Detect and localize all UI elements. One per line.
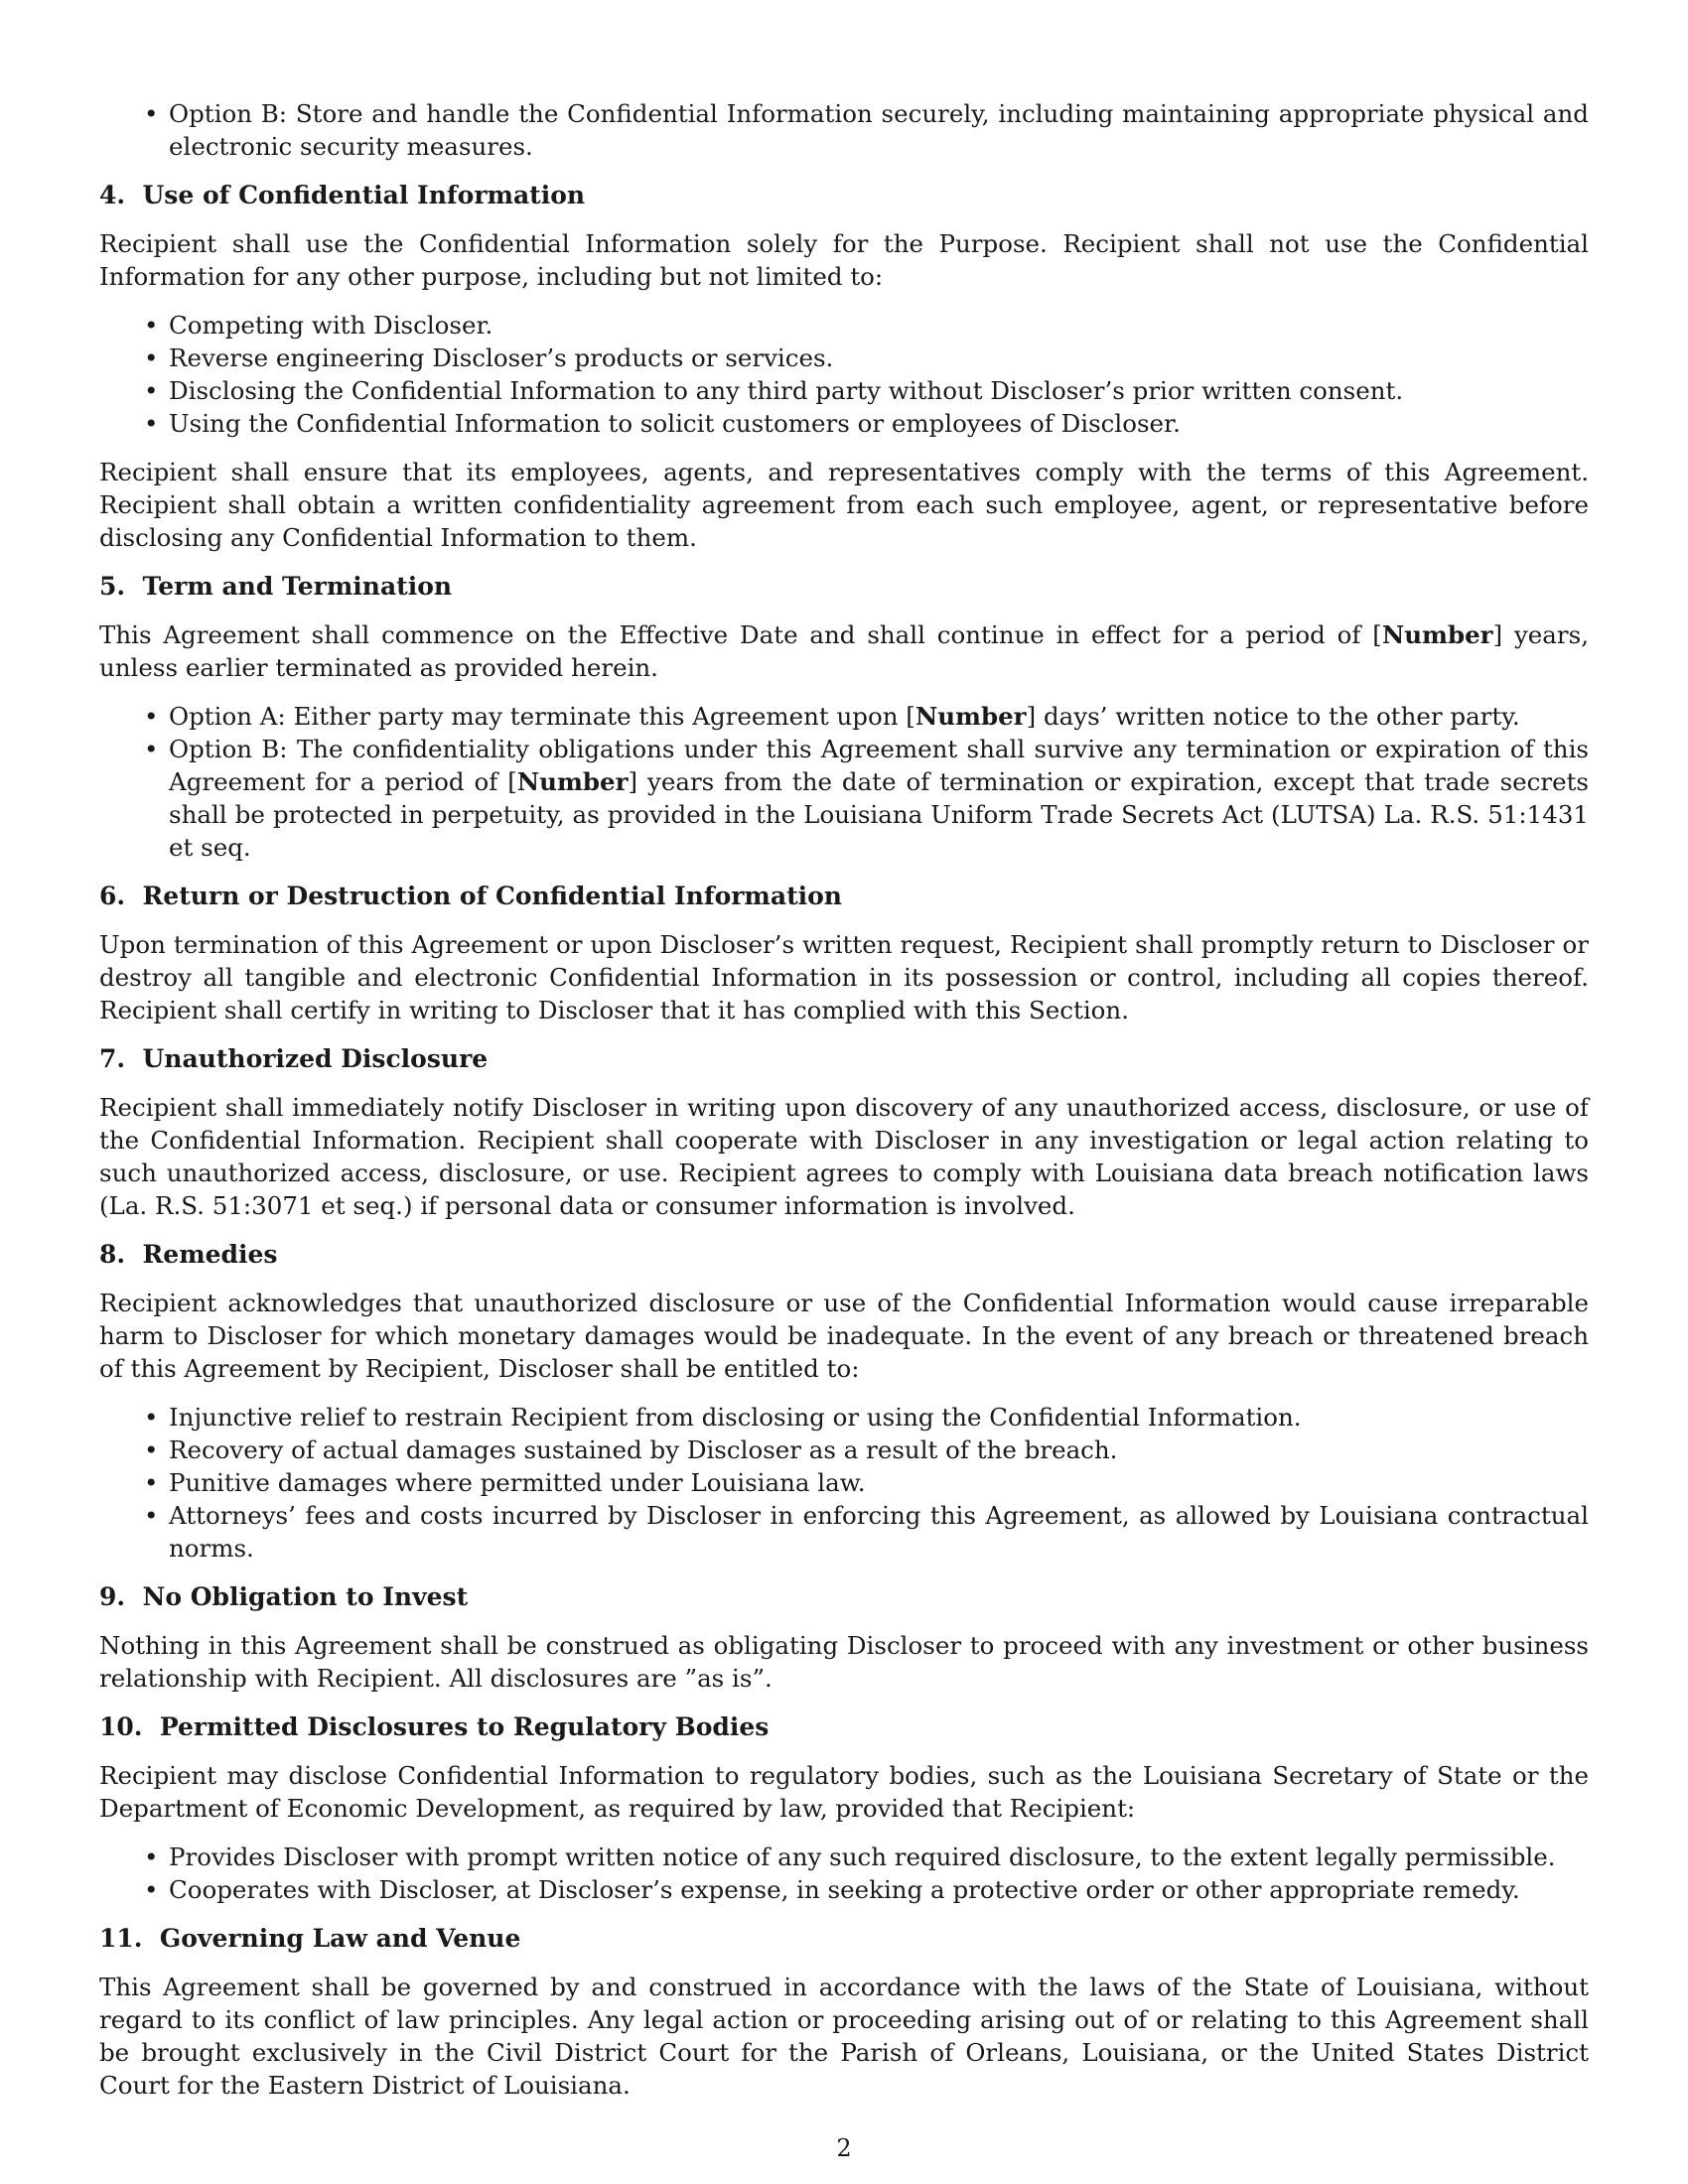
- section-4-heading: 4. Use of Confidential Information: [99, 181, 586, 209]
- section-10-heading: 10. Permitted Disclosures to Regulatory Bodies: [99, 1712, 770, 1741]
- section-5-heading: 5. Term and Termination: [99, 572, 453, 601]
- section-11-paragraph: This Agreement shall be governed by and construed in accordance with the laws of the State of Louisiana, without regard to its conflict of law principles. Any legal action or proceeding arising out of or relating to this Agreement shall be brought exclusively in the Civil District Court for the Parish of Orleans, Louisiana, or the United States District Court for the Eastern District of Louisiana.: [99, 1973, 1589, 2100]
- list-item: • Provides Discloser with prompt written notice of any such required disclosure, to the extent legally permissible.: [169, 1841, 1589, 1873]
- list-item: • Using the Confidential Information to solicit customers or employees of Discloser.: [169, 407, 1589, 440]
- section-4-paragraph: Recipient shall use the Confidential Information solely for the Purpose. Recipient shall not use the Confidential Information for any other purpose, including but not limited to:: [99, 229, 1589, 291]
- section-11-heading: 11. Governing Law and Venue: [99, 1924, 521, 1953]
- section-4-list: [99, 309, 1589, 440]
- section-7-heading: 7. Unauthorized Disclosure: [99, 1044, 489, 1073]
- document-page: [99, 97, 1589, 2117]
- list-item: • Disclosing the Confidential Information to any third party without Discloser’s prior written consent.: [169, 374, 1589, 407]
- section-6-paragraph: Upon termination of this Agreement or upon Discloser’s written request, Recipient shall promptly return to Discloser or destroy all tangible and electronic Confidential Information in its possession or control, including all copies thereof. Recipient shall certify in writing to Discloser that it has complied with this Section.: [99, 930, 1589, 1024]
- page-number: 2: [836, 2134, 852, 2162]
- list-item: • Option A: Either party may terminate this Agreement upon [Number] days’ written notice to the other party.: [169, 700, 1589, 733]
- section-4-paragraph-2: Recipient shall ensure that its employees, agents, and representatives comply with the terms of this Agreement. Recipient shall obtain a written confidentiality agreement from each such employee, agent, or representative before disclosing any Confidential Information to them.: [99, 458, 1589, 552]
- list-item: • Competing with Discloser.: [169, 309, 1589, 341]
- list-item: • Attorneys’ fees and costs incurred by Discloser in enforcing this Agreement, as allowed by Louisiana contractual norms.: [169, 1499, 1589, 1565]
- section-6-heading: 6. Return or Destruction of Confidential Information: [99, 882, 842, 910]
- list-item: • Recovery of actual damages sustained by Discloser as a result of the breach.: [169, 1433, 1589, 1466]
- section-7-paragraph: Recipient shall immediately notify Discloser in writing upon discovery of any unauthorized access, disclosure, or use of the Confidential Information. Recipient shall cooperate with Discloser in any investigation or legal action relating to such unauthorized access, disclosure, or use. Recipient agrees to comply with Louisiana data breach notification laws (La. R.S. 51:3071 et seq.) if personal data or consumer information is involved.: [99, 1093, 1589, 1220]
- section-9-heading: 9. No Obligation to Invest: [99, 1582, 469, 1611]
- section-8-list: [99, 1401, 1589, 1565]
- list-item: • Punitive damages where permitted under Louisiana law.: [169, 1466, 1589, 1499]
- section-5-list: [99, 700, 1589, 864]
- section-8-heading: 8. Remedies: [99, 1240, 278, 1269]
- list-item: • Injunctive relief to restrain Recipient from disclosing or using the Confidential Information.: [169, 1401, 1589, 1433]
- section-5-paragraph: This Agreement shall commence on the Effective Date and shall continue in effect for a period of [Number] years, unless earlier terminated as provided herein.: [99, 620, 1589, 682]
- section-8-paragraph: Recipient acknowledges that unauthorized disclosure or use of the Confidential Information would cause irreparable harm to Discloser for which monetary damages would be inadequate. In the event of any breach or threatened breach of this Agreement by Recipient, Discloser shall be entitled to:: [99, 1289, 1589, 1383]
- section-10-paragraph: Recipient may disclose Confidential Information to regulatory bodies, such as the Louisiana Secretary of State or the Department of Economic Development, as required by law, provided that Recipient:: [99, 1761, 1589, 1823]
- section-10-list: [99, 1841, 1589, 1906]
- section-9-paragraph: Nothing in this Agreement shall be construed as obligating Discloser to proceed with any investment or other business relationship with Recipient. All disclosures are ”as is”.: [99, 1631, 1589, 1693]
- list-item: • Option B: The confidentiality obligations under this Agreement shall survive any termination or expiration of this Agreement for a period of [Number] years from the date of termination or expiration, except that trade secrets shall be protected in perpetuity, as provided in the Louisiana Uniform Trade Secrets Act (LUTSA) La. R.S. 51:1431 et seq.: [169, 733, 1589, 864]
- option-list: [99, 97, 1589, 163]
- list-item: • Cooperates with Discloser, at Discloser’s expense, in seeking a protective order or other appropriate remedy.: [169, 1873, 1589, 1906]
- list-item: • Option B: Store and handle the Confidential Information securely, including maintaining appropriate physical and electronic security measures.: [169, 97, 1589, 163]
- list-item: • Reverse engineering Discloser’s products or services.: [169, 341, 1589, 374]
